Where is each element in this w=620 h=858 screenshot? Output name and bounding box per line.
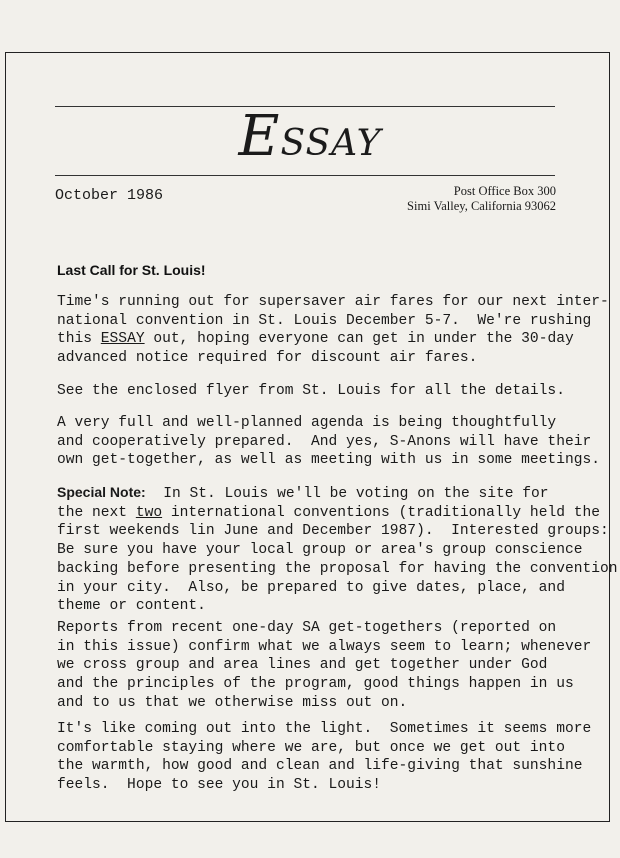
- issue-date: October 1986: [55, 187, 164, 204]
- paragraph-1: Time's running out for supersaver air fares for our next inter- national convention in St. Louis December 5-7. We're rushing this ESSAY out, hoping everyone can get in under the 30-day advanced notice required for discount air fares.: [57, 294, 609, 367]
- paragraph-6: It's like coming out into the light. Sometimes it seems more comfortable staying where we are, but once we get out into the warmth, how good and clean and life-giving that sunshine feels. Hope to see you in St. Louis!: [57, 721, 592, 794]
- emphasis-two: two: [135, 504, 163, 521]
- essay-title-ref: ESSAY: [100, 331, 145, 348]
- paragraph-4: Special Note: In St. Louis we'll be voting on the site for the next two international conventions (traditionally held the first weekends lin June and December 1987). Interested groups: Be sure you have your local group or area's group conscience backing before presenting the proposal for having the convention in your city. Also, be prepared to give dates, place, and theme or content.: [57, 484, 618, 615]
- newsletter-title: ESSAY: [238, 104, 382, 169]
- paragraph-2: See the enclosed flyer from St. Louis for all the details.: [57, 383, 565, 399]
- address-line-1: Post Office Box 300: [453, 184, 556, 198]
- special-note-label: Special Note:: [57, 484, 146, 500]
- article-heading: Last Call for St. Louis!: [57, 262, 206, 278]
- address-line-2: Simi Valley, California 93062: [407, 199, 556, 213]
- masthead-bottom-rule: [55, 175, 555, 176]
- mailing-address: [407, 184, 556, 214]
- paragraph-3: A very full and well-planned agenda is being thoughtfully and cooperatively prepared. And yes, S-Anons will have their own get-together, as well as meeting with us in some meetings.: [57, 415, 600, 469]
- paragraph-5: Reports from recent one-day SA get-togethers (reported on in this issue) confirm what we always seem to learn; whenever we cross group and area lines and get together under God and the principles of the program, good things happen in us and to us that we otherwise miss out on.: [57, 620, 592, 711]
